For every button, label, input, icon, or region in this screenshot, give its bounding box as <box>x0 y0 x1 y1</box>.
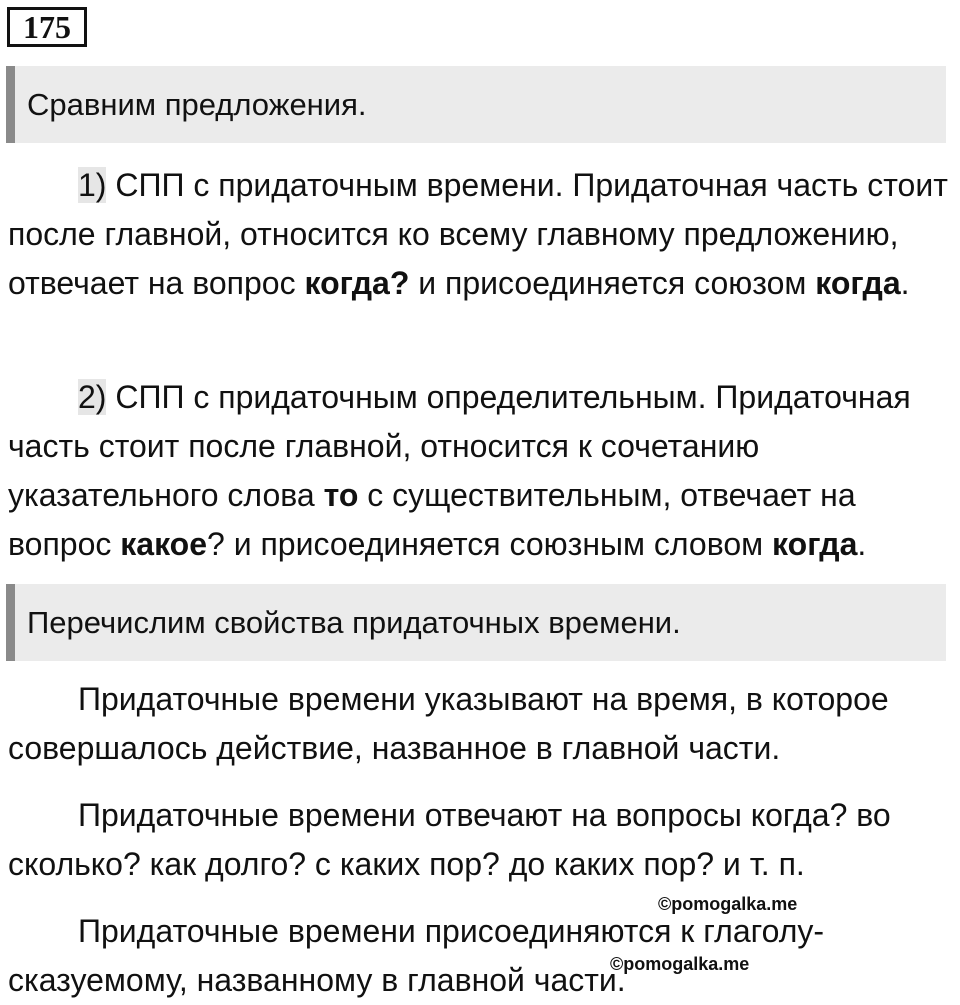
bold-term: когда <box>815 265 901 301</box>
text-fragment: с существительным, отвечает на вопрос <box>8 477 856 562</box>
text-fragment: . <box>900 265 910 301</box>
section-heading-text: Перечислим свойства придаточных времени. <box>27 604 681 640</box>
item-number: 2) <box>78 379 107 415</box>
paragraph-1 <box>8 161 958 308</box>
item-number: 1) <box>78 167 107 203</box>
text-fragment: . <box>857 526 867 562</box>
text-fragment: Придаточные времени присоединяются к глаголу-сказуемому, названному в главной части. <box>8 913 825 998</box>
paragraph-5 <box>8 907 958 1005</box>
bold-term: то <box>323 477 359 513</box>
text-fragment: и присоединяется союзом <box>409 265 816 301</box>
bold-term: когда? <box>304 265 410 301</box>
bold-term: когда <box>772 526 858 562</box>
section-heading-properties <box>6 584 946 661</box>
bold-term: какое <box>120 526 207 562</box>
task-number: 175 <box>7 7 87 47</box>
section-heading-text: Сравним предложения. <box>27 86 367 122</box>
text-fragment: СПП с придаточным времени. Придаточная часть стоит после главной, относится ко всему главному предложению, отвечает на вопрос <box>8 167 948 301</box>
watermark: ©pomogalka.me <box>610 954 750 974</box>
paragraph-2 <box>8 373 958 569</box>
paragraph-3 <box>8 675 958 773</box>
text-fragment: Придаточные времени указывают на время, в которое совершалось действие, названное в главной части. <box>8 681 889 766</box>
text-fragment: ? и присоединяется союзным словом <box>207 526 773 562</box>
text-fragment: СПП с придаточным определительным. Придаточная часть стоит после главной, относится к сочетанию указательного слова <box>8 379 911 513</box>
section-heading-compare <box>6 66 946 143</box>
text-fragment: Придаточные времени отвечают на вопросы когда? во сколько? как долго? с каких пор? до каких пор? и т. п. <box>8 797 891 882</box>
watermark: ©pomogalka.me <box>658 894 798 914</box>
paragraph-4 <box>8 791 958 889</box>
